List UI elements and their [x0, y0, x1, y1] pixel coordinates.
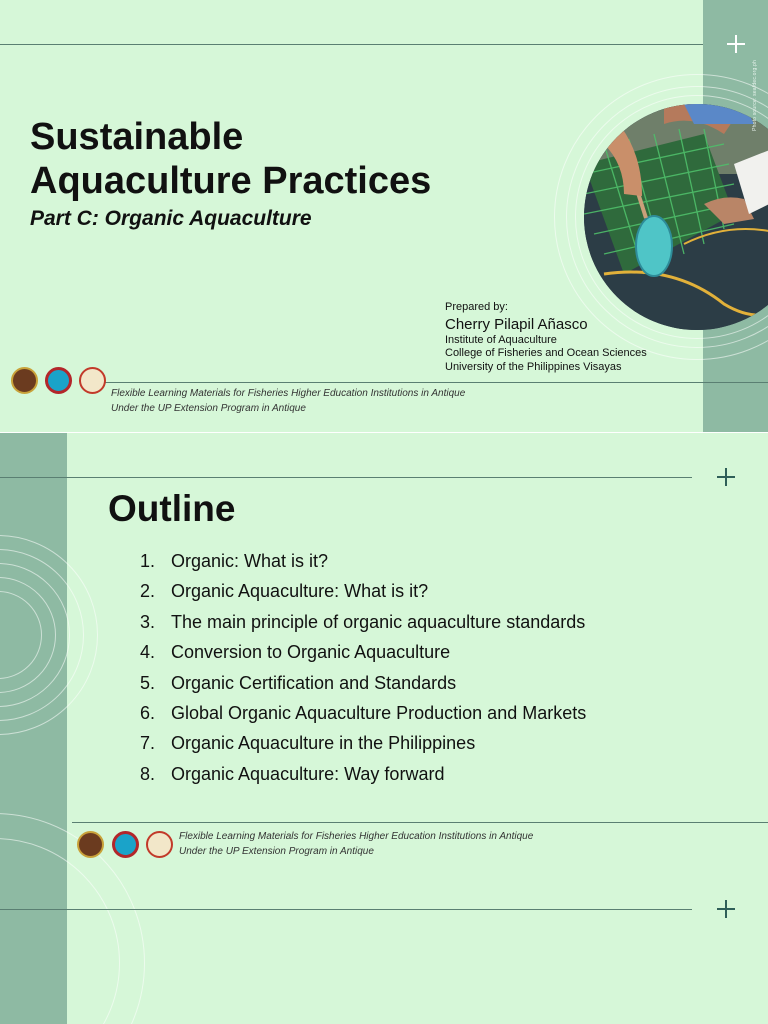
outline-slide	[0, 433, 768, 1024]
affiliation-college: College of Fisheries and Ocean Sciences	[445, 347, 647, 359]
university-seal-logo	[77, 831, 104, 858]
list-item	[140, 668, 586, 698]
outline-title: Outline	[108, 488, 236, 529]
affiliation-institute: Institute of Aquaculture	[445, 334, 557, 346]
prepared-by-label: Prepared by:	[445, 301, 508, 313]
item-text: Organic: What is it?	[171, 551, 329, 571]
footer-text	[179, 829, 533, 859]
item-number: 3.	[140, 611, 156, 632]
item-number: 2.	[140, 581, 156, 602]
title-line-2: Aquaculture Practices	[30, 160, 432, 202]
footer-divider	[105, 382, 768, 383]
plus-icon	[716, 899, 736, 919]
top-divider	[0, 477, 692, 478]
list-item	[140, 728, 586, 758]
title-slide	[0, 0, 768, 432]
item-number: 7.	[140, 733, 156, 754]
item-text: Organic Aquaculture in the Philippines	[171, 733, 476, 754]
author-name: Cherry Pilapil Añasco	[445, 316, 588, 333]
institute-seal-logo	[146, 831, 173, 858]
item-number: 5.	[140, 672, 156, 693]
university-seal-logo	[11, 367, 38, 394]
item-text: Organic Certification and Standards	[171, 672, 457, 693]
item-text: Organic Aquaculture: What is it?	[171, 581, 429, 602]
list-item	[140, 576, 586, 606]
footer-line-1: Flexible Learning Materials for Fisheries Higher Education Institutions in Antique	[179, 831, 534, 842]
item-number: 6.	[140, 702, 156, 723]
outline-list	[140, 546, 586, 789]
college-seal-logo	[45, 367, 72, 394]
footer-divider	[72, 822, 768, 823]
item-text: Global Organic Aquaculture Production and Markets	[171, 702, 587, 723]
item-number: 4.	[140, 642, 156, 663]
plus-icon	[726, 34, 746, 54]
list-item	[140, 759, 586, 789]
list-item	[140, 698, 586, 728]
photo-credit: Photo source: seafdec.org.ph	[752, 60, 758, 131]
title-line-1: Sustainable	[30, 116, 244, 158]
item-number: 1.	[140, 551, 156, 571]
item-text: Conversion to Organic Aquaculture	[171, 642, 451, 663]
top-divider	[0, 44, 703, 45]
footer-line-2: Under the UP Extension Program in Antique	[179, 846, 374, 857]
list-item	[140, 546, 586, 576]
college-seal-logo	[112, 831, 139, 858]
footer-line-2: Under the UP Extension Program in Antique	[111, 403, 306, 414]
presentation-subtitle: Part C: Organic Aquaculture	[30, 207, 312, 230]
footer-line-1: Flexible Learning Materials for Fisheries Higher Education Institutions in Antique	[111, 388, 466, 399]
affiliation-university: University of the Philippines Visayas	[445, 361, 622, 373]
institute-seal-logo	[79, 367, 106, 394]
bottom-divider	[0, 909, 692, 910]
list-item	[140, 607, 586, 637]
presentation-title	[30, 115, 431, 203]
item-number: 8.	[140, 763, 156, 784]
item-text: The main principle of organic aquaculture standards	[171, 611, 586, 632]
plus-icon	[716, 467, 736, 487]
footer-text	[111, 386, 465, 416]
list-item	[140, 637, 586, 667]
item-text: Organic Aquaculture: Way forward	[171, 763, 445, 784]
